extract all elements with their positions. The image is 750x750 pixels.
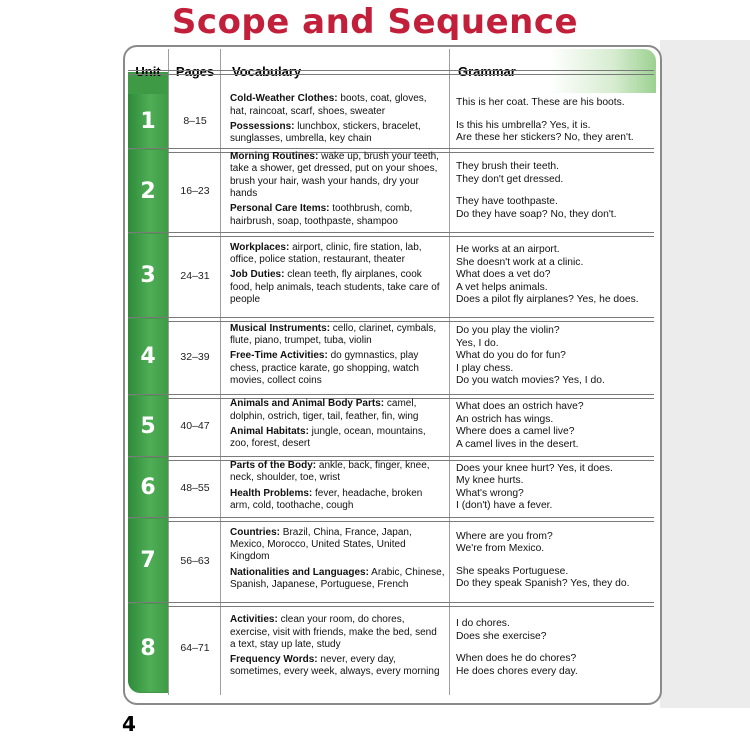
vocabulary-category: Possessions: <box>230 121 295 132</box>
vocabulary-entry <box>230 398 445 423</box>
grammar-line: A camel lives in the desert. <box>456 438 579 450</box>
grammar-line: I do chores. <box>456 618 510 629</box>
vocabulary-entry <box>230 614 445 651</box>
unit-number: 5 <box>128 396 168 456</box>
grammar-line: She doesn't work at a clinic. <box>456 256 584 268</box>
unit-number: 8 <box>128 604 168 692</box>
unit-number: 1 <box>128 94 168 148</box>
header-unit: Unit <box>135 63 161 79</box>
vocabulary-words: ankle, back, finger, knee, neck, shoulder, toe, wrist <box>230 459 430 484</box>
grammar-line: Where are you from? <box>456 530 553 542</box>
column-divider <box>220 49 221 695</box>
header-rule <box>128 70 654 75</box>
grammar-line: Is this his umbrella? Yes, it is. <box>456 119 591 131</box>
unit-number: 3 <box>128 234 168 317</box>
page-range: 56–63 <box>180 554 210 567</box>
grammar-line: This is her coat. These are his boots. <box>456 97 625 109</box>
grammar-line: I play chess. <box>456 362 514 374</box>
vocabulary-entry <box>230 567 445 592</box>
vocabulary-cell <box>230 149 445 233</box>
vocabulary-words: toothbrush, comb, hairbrush, soap, toothpaste, shampoo <box>230 203 413 227</box>
page-edge <box>660 40 750 708</box>
vocabulary-entry <box>230 203 445 228</box>
vocabulary-cell <box>230 518 445 603</box>
vocabulary-category: Health Problems: <box>230 487 313 499</box>
vocabulary-words: clean your room, do chores, exercise, visit with friends, make the bed, send a text, stay up late, study <box>230 614 437 650</box>
grammar-cell <box>456 149 652 233</box>
vocabulary-category: Cold-Weather Clothes: <box>230 93 338 105</box>
vocabulary-category: Job Duties: <box>230 269 285 281</box>
vocabulary-category: Frequency Words: <box>230 654 318 666</box>
page-range: 8–15 <box>183 115 207 127</box>
header-vocabulary: Vocabulary <box>232 63 302 79</box>
vocabulary-entry <box>230 527 445 564</box>
unit-number: 7 <box>128 519 168 602</box>
vocabulary-category: Free-Time Activities: <box>230 350 328 362</box>
vocabulary-entry <box>230 121 445 146</box>
grammar-line: They brush their teeth. <box>456 161 560 172</box>
vocabulary-entry <box>230 323 445 348</box>
grammar-line: They don't get dressed. <box>456 173 564 185</box>
column-divider <box>168 49 169 695</box>
unit-number: 4 <box>128 319 168 394</box>
vocabulary-cell <box>230 318 445 395</box>
grammar-line: What does an ostrich have? <box>456 401 584 412</box>
grammar-cell <box>456 518 652 603</box>
grammar-line: An ostrich has wings. <box>456 413 554 425</box>
vocabulary-category: Musical Instruments: <box>230 322 331 334</box>
vocabulary-category: Parts of the Body: <box>230 459 317 471</box>
vocabulary-cell <box>230 603 445 693</box>
grammar-line: My knee hurts. <box>456 475 524 486</box>
unit-number: 6 <box>128 458 168 517</box>
grammar-line: What does a vet do? <box>456 269 551 281</box>
vocabulary-category: Personal Care Items: <box>230 203 330 215</box>
unit-number: 2 <box>128 150 168 232</box>
grammar-cell <box>456 318 652 395</box>
header-pages: Pages <box>175 63 215 79</box>
vocabulary-entry <box>230 488 445 513</box>
vocabulary-words: do gymnastics, play chess, practice karate, go shopping, watch movies, collect coins <box>230 350 419 386</box>
vocabulary-category: Workplaces: <box>230 241 290 253</box>
grammar-line: They have toothpaste. <box>456 196 558 207</box>
vocabulary-words: lunchbox, stickers, bracelet, sunglasses, umbrella, key chain <box>230 121 421 145</box>
grammar-line: What do you do for fun? <box>456 350 566 362</box>
header-grammar: Grammar <box>458 63 516 79</box>
grammar-line: We're from Mexico. <box>456 543 545 554</box>
grammar-gap <box>456 556 652 566</box>
grammar-line: Does a pilot fly airplanes? Yes, he does. <box>456 294 639 306</box>
vocabulary-words: camel, dolphin, ostrich, tiger, tail, feather, fin, wing <box>230 398 419 422</box>
vocabulary-cell <box>230 233 445 318</box>
page-range: 32–39 <box>180 350 210 363</box>
vocabulary-category: Nationalities and Languages: <box>230 566 369 578</box>
vocabulary-words: cello, clarinet, cymbals, flute, piano, trumpet, tuba, violin <box>230 322 437 347</box>
grammar-line: He does chores every day. <box>456 665 578 677</box>
grammar-line: She speaks Portuguese. <box>456 565 569 577</box>
vocabulary-entry <box>230 151 445 200</box>
vocabulary-entry <box>230 242 445 267</box>
page-range: 24–31 <box>180 269 210 282</box>
grammar-gap <box>456 643 652 653</box>
vocabulary-words: fever, headache, broken arm, cold, toothache, cough <box>230 487 423 511</box>
vocabulary-words: boots, coat, gloves, hat, raincoat, scarf, shoes, sweater <box>230 93 427 117</box>
grammar-line: Do you play the violin? <box>456 325 560 337</box>
vocabulary-entry <box>230 460 445 485</box>
grammar-line: I (don't) have a fever. <box>456 500 553 511</box>
page-range: 64–71 <box>180 642 210 654</box>
vocabulary-category: Countries: <box>230 526 280 538</box>
grammar-line: Does she exercise? <box>456 630 547 642</box>
vocabulary-words: Arabic, Chinese, Spanish, Japanese, Portuguese, French <box>230 566 445 590</box>
grammar-cell <box>456 603 652 693</box>
grammar-cell <box>456 457 652 518</box>
grammar-cell <box>456 93 652 149</box>
grammar-line: Do they speak Spanish? Yes, they do. <box>456 578 630 589</box>
vocabulary-category: Animal Habitats: <box>230 426 309 437</box>
vocabulary-words: airport, clinic, fire station, lab, office, police station, restaurant, theater <box>230 241 422 266</box>
grammar-line: Are these her stickers? No, they aren't. <box>456 132 634 144</box>
vocabulary-cell <box>230 457 445 518</box>
grammar-line: Does your knee hurt? Yes, it does. <box>456 462 613 474</box>
page-title: Scope and Sequence <box>171 2 579 42</box>
grammar-line: Do you watch movies? Yes, I do. <box>456 375 605 387</box>
vocabulary-entry <box>230 426 445 451</box>
grammar-line: A vet helps animals. <box>456 281 548 293</box>
vocabulary-cell <box>230 93 445 149</box>
vocabulary-entry <box>230 350 445 387</box>
grammar-line: Do they have soap? No, they don't. <box>456 208 617 220</box>
grammar-line: Where does a camel live? <box>456 426 575 437</box>
grammar-gap <box>456 186 652 196</box>
vocabulary-category: Morning Routines: <box>230 151 319 163</box>
vocabulary-words: never, every day, sometimes, every week, always, every morning <box>230 654 440 678</box>
page-range: 16–23 <box>180 185 210 197</box>
page-range: 40–47 <box>180 420 210 432</box>
grammar-cell <box>456 395 652 457</box>
column-divider <box>449 49 450 695</box>
vocabulary-entry <box>230 269 445 306</box>
vocabulary-words: wake up, brush your teeth, take a shower, get dressed, put on your shoes, brush your hair, wash your hands, dry your hands <box>230 151 439 199</box>
grammar-cell <box>456 233 652 318</box>
page-number: 4 <box>122 712 136 736</box>
grammar-gap <box>456 110 652 120</box>
grammar-line: He works at an airport. <box>456 244 560 256</box>
vocabulary-words: jungle, ocean, mountains, zoo, forest, desert <box>230 426 426 450</box>
vocabulary-entry <box>230 654 445 679</box>
grammar-line: Yes, I do. <box>456 337 499 349</box>
vocabulary-words: clean teeth, fly airplanes, cook food, help animals, teach students, take care of people <box>230 269 440 305</box>
vocabulary-category: Activities: <box>230 614 278 626</box>
vocabulary-category: Animals and Animal Body Parts: <box>230 398 385 410</box>
vocabulary-entry <box>230 93 445 118</box>
grammar-line: What's wrong? <box>456 487 524 499</box>
vocabulary-words: Brazil, China, France, Japan, Mexico, Morocco, United States, United Kingdom <box>230 526 412 563</box>
vocabulary-cell <box>230 395 445 457</box>
page-range: 48–55 <box>180 481 210 494</box>
grammar-line: When does he do chores? <box>456 653 577 664</box>
